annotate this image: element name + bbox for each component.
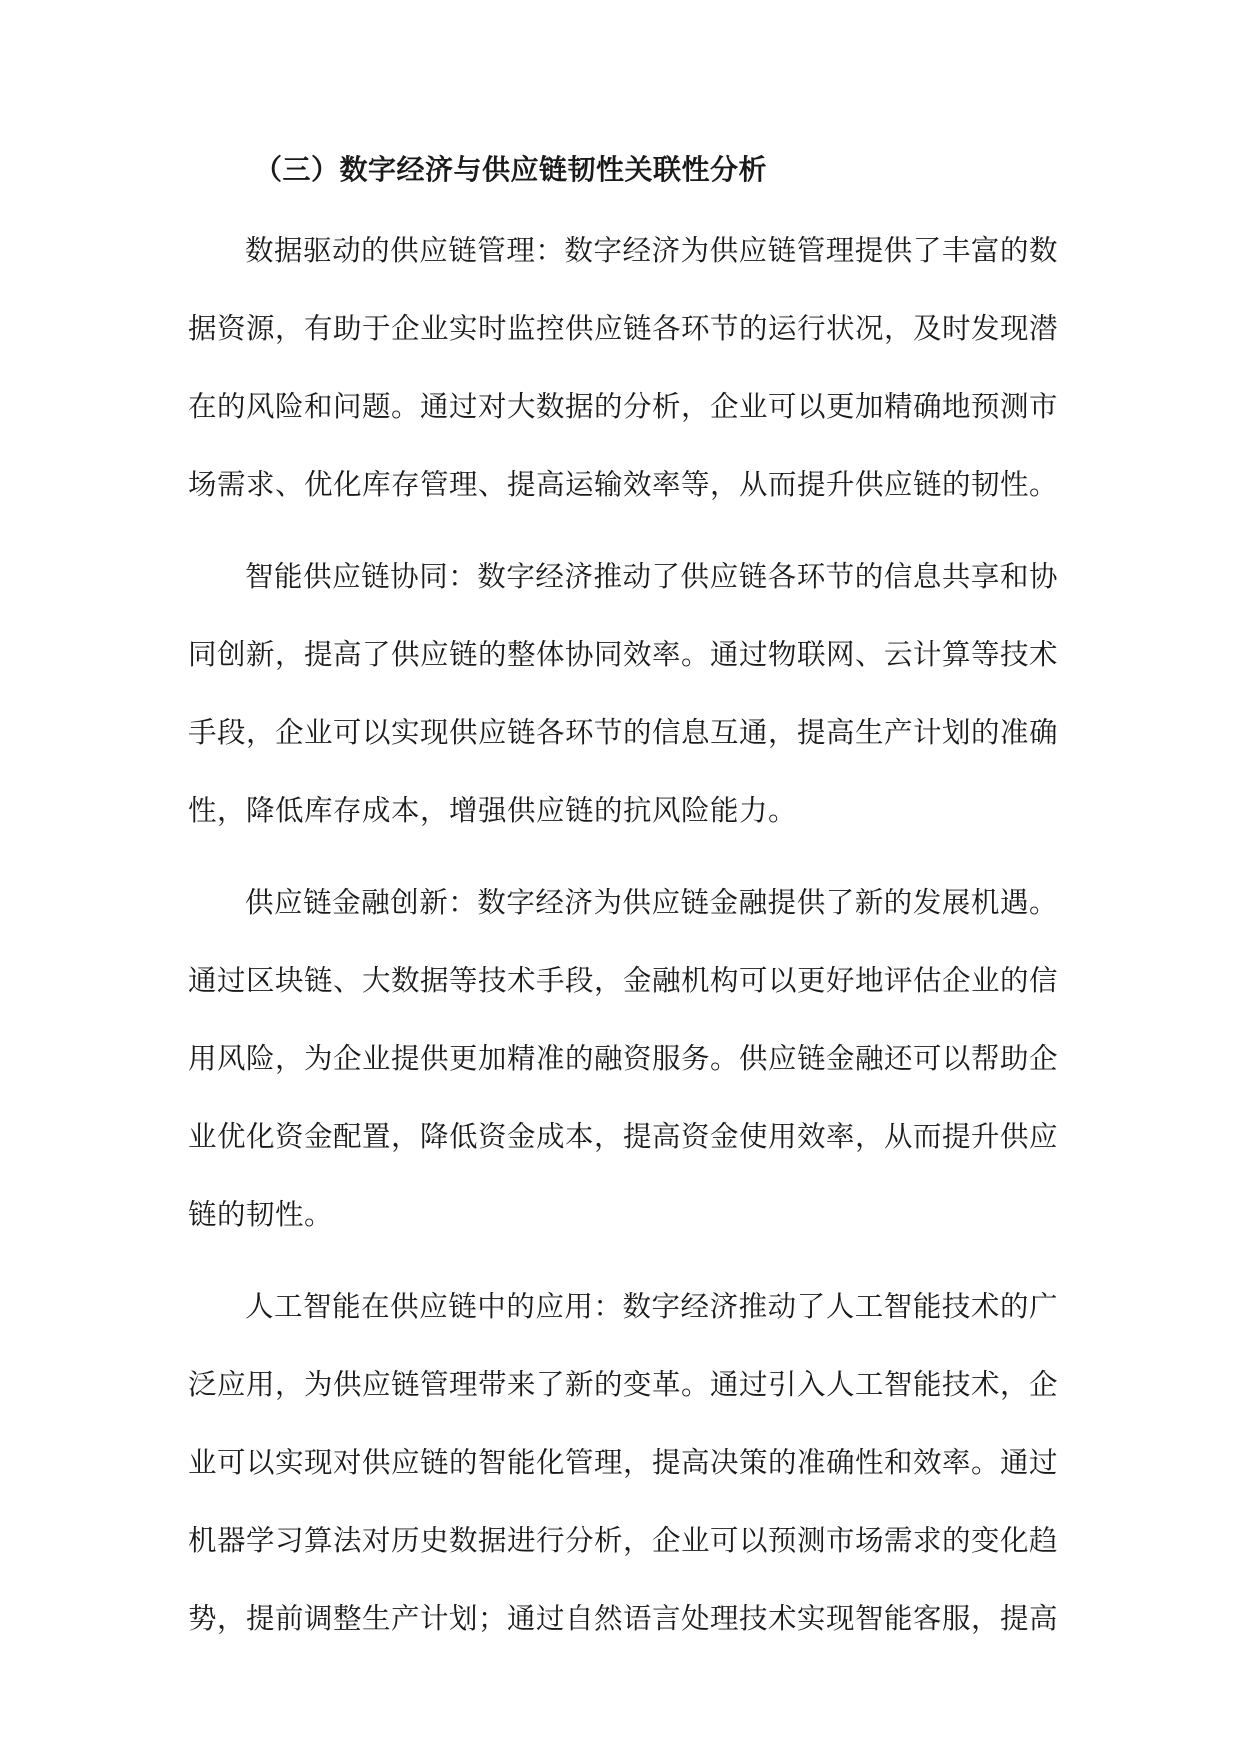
paragraph-smart-supply-chain-collaboration: 智能供应链协同：数字经济推动了供应链各环节的信息共享和协同创新，提高了供应链的整体协同效率。通过物联网、云计算等技术手段，企业可以实现供应链各环节的信息互通，提高生产计划的准确性，降低库存成本，增强供应链的抗风险能力。 [188, 560, 1059, 827]
paragraph-data-driven-supply-chain: 数据驱动的供应链管理：数字经济为供应链管理提供了丰富的数据资源，有助于企业实时监控供应链各环节的运行状况，及时发现潜在的风险和问题。通过对大数据的分析，企业可以更加精确地预测市场需求、优化库存管理、提高运输效率等，从而提升供应链的韧性。 [188, 234, 1059, 501]
paragraph-supply-chain-finance-innovation: 供应链金融创新：数字经济为供应链金融提供了新的发展机遇。通过区块链、大数据等技术手段，金融机构可以更好地评估企业的信用风险，为企业提供更加精准的融资服务。供应链金融还可以帮助企业优化资金配置，降低资金成本，提高资金使用效率，从而提升供应链的韧性。 [188, 886, 1059, 1231]
section-title: （三）数字经济与供应链韧性关联性分析 [254, 153, 768, 186]
document-body [188, 140, 1058, 1658]
paragraph-ai-in-supply-chain: 人工智能在供应链中的应用：数字经济推动了人工智能技术的广泛应用，为供应链管理带来了新的变革。通过引入人工智能技术，企业可以实现对供应链的智能化管理，提高决策的准确性和效率。通过机器学习算法对历史数据进行分析，企业可以预测市场需求的变化趋势，提前调整生产计划；通过自然语言处理技术实现智能客服，提高 [188, 1290, 1059, 1635]
